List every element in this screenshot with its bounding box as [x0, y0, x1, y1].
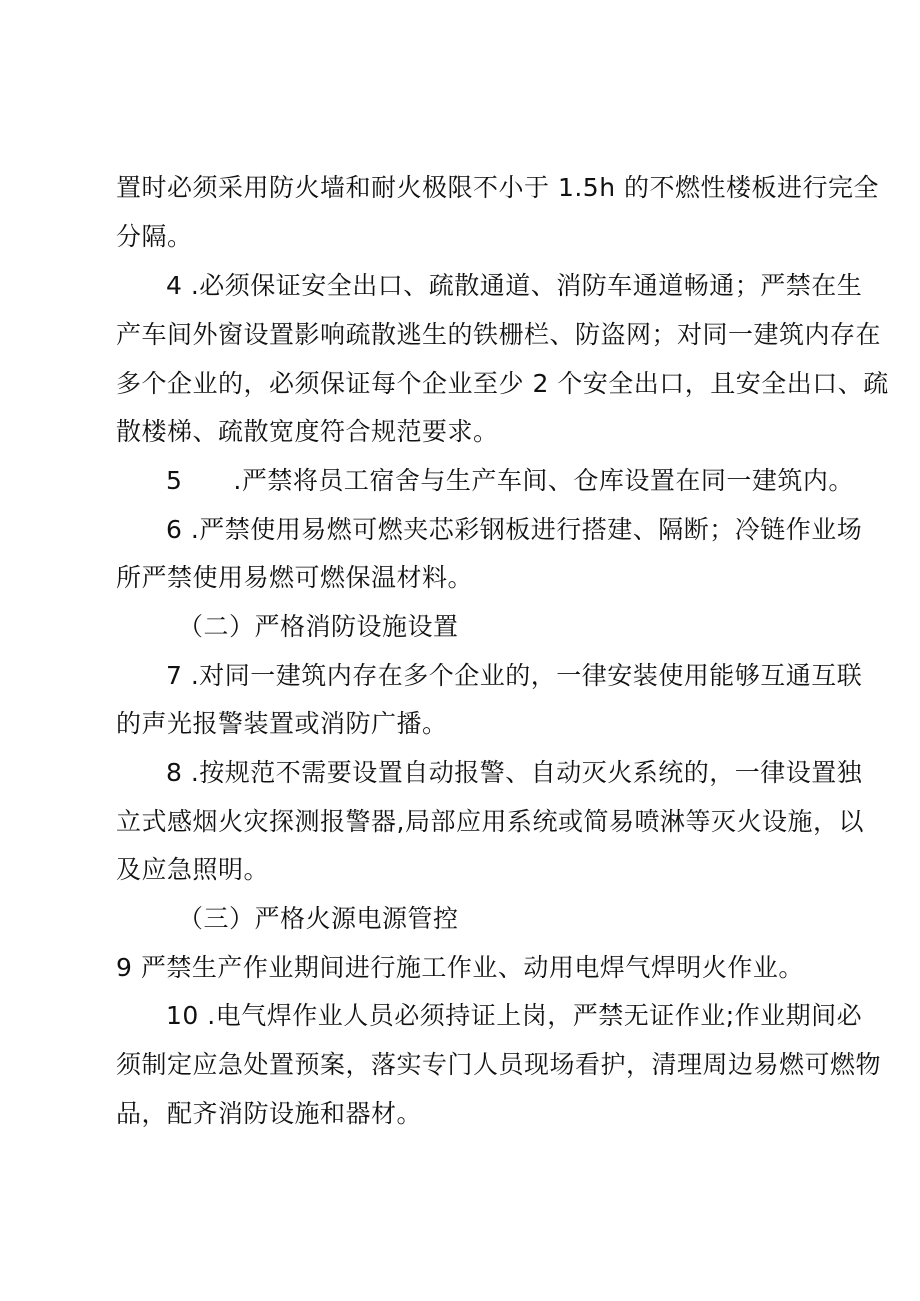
paragraph-line: 多个企业的，必须保证每个企业至少 2 个安全出口，且安全出口、疏: [116, 369, 889, 398]
section-heading-3: （三）严格火源电源管控: [178, 904, 459, 933]
paragraph-line: 产车间外窗设置影响疏散逃生的铁栅栏、防盗网；对同一建筑内存在: [116, 320, 882, 349]
paragraph-line: 分隔。: [116, 222, 193, 251]
paragraph-line: 品，配齐消防设施和器材。: [116, 1099, 423, 1128]
paragraph-line: 须制定应急处置预案，落实专门人员现场看护，清理周边易燃可燃物: [116, 1050, 882, 1079]
paragraph-line: 所严禁使用易燃可燃保温材料。: [116, 563, 474, 592]
list-item-6: 6 .严禁使用易燃可燃夹芯彩钢板进行搭建、隔断；冷链作业场: [166, 515, 863, 544]
list-item-7: 7 .对同一建筑内存在多个企业的，一律安装使用能够互通互联: [166, 661, 863, 690]
list-item-8: 8 .按规范不需要设置自动报警、自动灭火系统的，一律设置独: [166, 758, 863, 787]
section-heading-2: （二）严格消防设施设置: [178, 612, 459, 641]
list-item-9: 9 严禁生产作业期间进行施工作业、动用电焊气焊明火作业。: [116, 953, 804, 982]
paragraph-line: 立式感烟火灾探测报警器,局部应用系统或简易喷淋等灭火设施，以: [116, 807, 864, 836]
list-item-10: 10 .电气焊作业人员必须持证上岗，严禁无证作业;作业期间必: [166, 1001, 863, 1030]
list-item-5: 5 .严禁将员工宿舍与生产车间、仓库设置在同一建筑内。: [166, 466, 854, 495]
paragraph-line: 散楼梯、疏散宽度符合规范要求。: [116, 417, 499, 446]
list-item-4: 4 .必须保证安全出口、疏散通道、消防车通道畅通；严禁在生: [166, 271, 863, 300]
paragraph-line: 置时必须采用防火墙和耐火极限不小于 1.5h 的不燃性楼板进行完全: [116, 173, 879, 202]
paragraph-line: 的声光报警装置或消防广播。: [116, 709, 448, 738]
paragraph-line: 及应急照明。: [116, 855, 270, 884]
